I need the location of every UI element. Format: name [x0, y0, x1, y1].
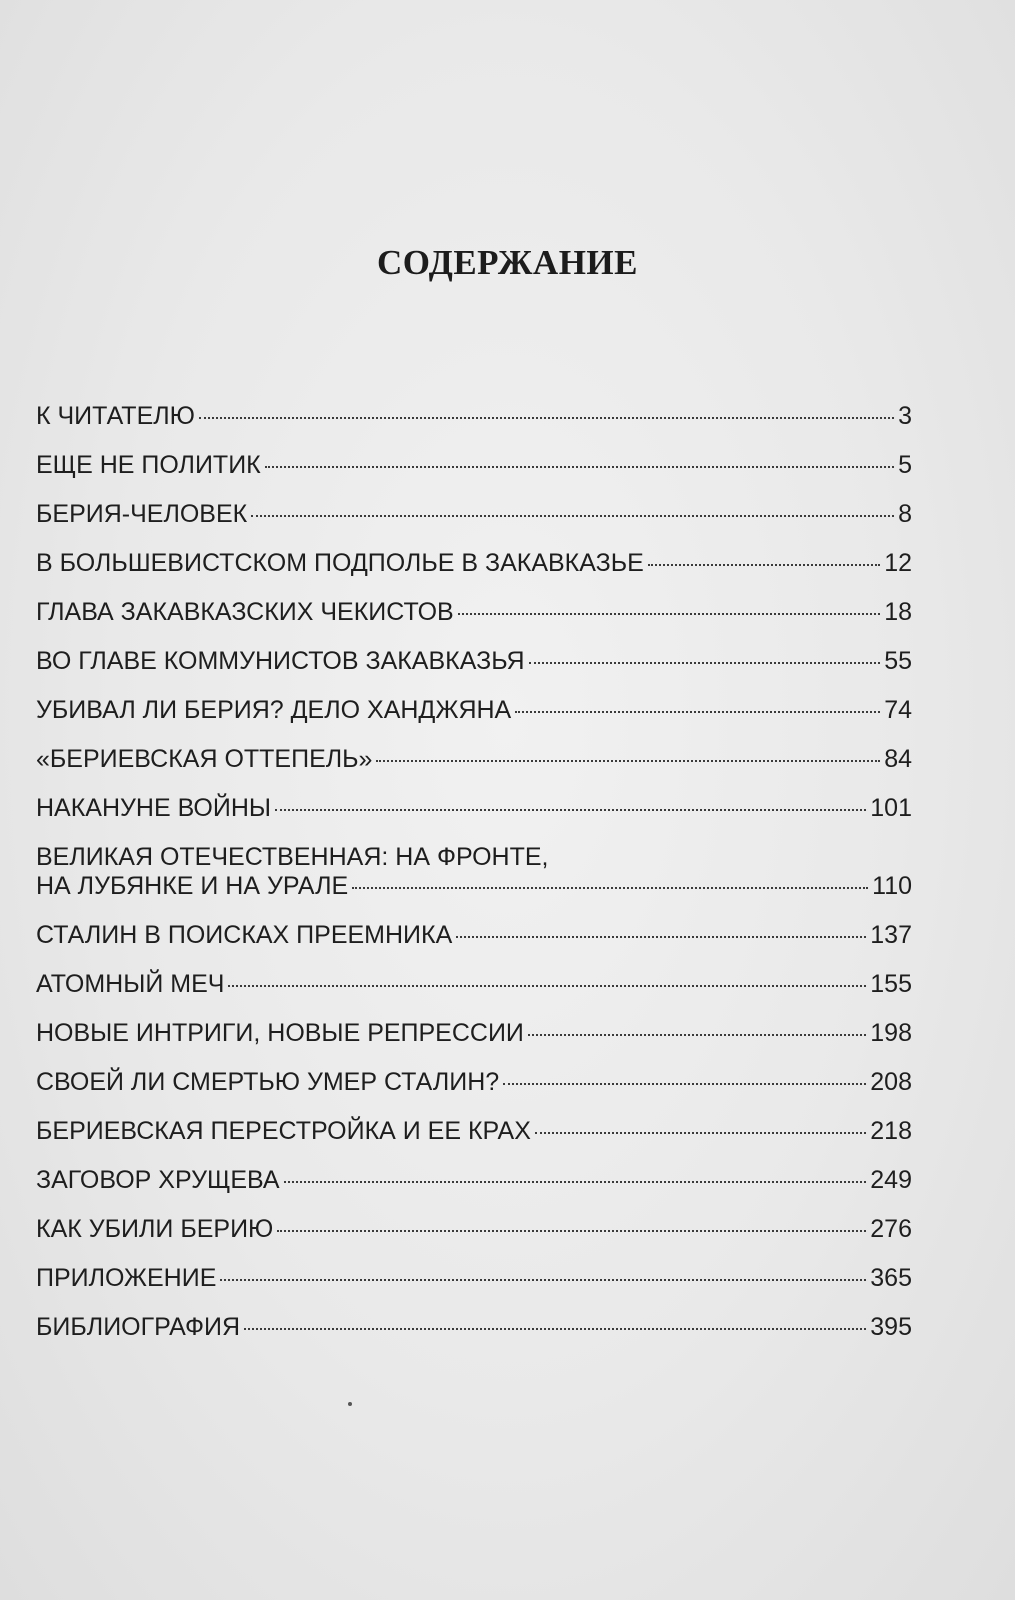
toc-entry-continuation: [36, 872, 912, 901]
dot-leader: [515, 711, 880, 713]
toc-entry: [36, 451, 912, 480]
toc-entry: [36, 402, 912, 431]
dot-leader: [244, 1328, 866, 1330]
toc-entry: [36, 794, 912, 823]
toc-entry-page: 137: [870, 921, 912, 949]
table-of-contents: [36, 402, 912, 1362]
toc-entry-label: КАК УБИЛИ БЕРИЮ: [36, 1215, 274, 1243]
toc-entry-page: 155: [870, 970, 912, 998]
toc-entry-label: ВО ГЛАВЕ КОММУНИСТОВ ЗАКАВКАЗЬЯ: [36, 647, 525, 675]
toc-entry-label: СТАЛИН В ПОИСКАХ ПРЕЕМНИКА: [36, 921, 453, 949]
dot-leader: [535, 1132, 866, 1134]
toc-entry: [36, 1068, 912, 1097]
dot-leader: [284, 1181, 867, 1183]
dot-leader: [228, 985, 866, 987]
toc-entry: [36, 696, 912, 725]
dot-leader: [265, 466, 894, 468]
dot-leader: [458, 613, 880, 615]
toc-entry-page: 8: [898, 500, 912, 528]
toc-entry-page: 3: [898, 402, 912, 430]
dot-leader: [528, 1034, 866, 1036]
toc-entry-label: БЕРИЯ-ЧЕЛОВЕК: [36, 500, 248, 528]
dot-leader: [277, 1230, 866, 1232]
toc-entry-label: ПРИЛОЖЕНИЕ: [36, 1264, 217, 1292]
toc-entry-page: 218: [870, 1117, 912, 1145]
toc-entry-page: 74: [884, 696, 912, 724]
toc-entry: [36, 1264, 912, 1293]
toc-entry-page: 12: [884, 549, 912, 577]
toc-entry-label: БИБЛИОГРАФИЯ: [36, 1313, 241, 1341]
print-speck: [348, 1402, 352, 1406]
toc-entry: [36, 598, 912, 627]
toc-entry-label: ЕЩЕ НЕ ПОЛИТИК: [36, 451, 261, 479]
dot-leader: [352, 887, 868, 889]
toc-entry: [36, 1117, 912, 1146]
toc-entry-label: ВЕЛИКАЯ ОТЕЧЕСТВЕННАЯ: НА ФРОНТЕ,: [36, 843, 549, 871]
toc-entry: [36, 745, 912, 774]
toc-entry-page: 55: [884, 647, 912, 675]
toc-entry-label: НАКАНУНЕ ВОЙНЫ: [36, 794, 272, 822]
toc-entry-page: 276: [870, 1215, 912, 1243]
dot-leader: [220, 1279, 866, 1281]
toc-entry-label: АТОМНЫЙ МЕЧ: [36, 970, 225, 998]
toc-entry: [36, 647, 912, 676]
toc-entry: [36, 500, 912, 529]
toc-entry-label: К ЧИТАТЕЛЮ: [36, 402, 195, 430]
toc-entry-page: 208: [870, 1068, 912, 1096]
dot-leader: [275, 809, 866, 811]
toc-entry-label-continued: НА ЛУБЯНКЕ И НА УРАЛЕ: [36, 872, 349, 900]
toc-entry-label: НОВЫЕ ИНТРИГИ, НОВЫЕ РЕПРЕССИИ: [36, 1019, 524, 1047]
toc-entry-page: 110: [872, 872, 912, 900]
toc-entry: [36, 1215, 912, 1244]
toc-entry-page: 18: [884, 598, 912, 626]
dot-leader: [376, 760, 880, 762]
toc-entry: [36, 970, 912, 999]
toc-entry-page: 395: [870, 1313, 912, 1341]
toc-entry-label: БЕРИЕВСКАЯ ПЕРЕСТРОЙКА И ЕЕ КРАХ: [36, 1117, 531, 1145]
toc-entry: [36, 1019, 912, 1048]
dot-leader: [529, 662, 881, 664]
toc-entry: [36, 1166, 912, 1195]
dot-leader: [648, 564, 880, 566]
toc-entry-label: УБИВАЛ ЛИ БЕРИЯ? ДЕЛО ХАНДЖЯНА: [36, 696, 512, 724]
toc-entry-label: ЗАГОВОР ХРУЩЕВА: [36, 1166, 280, 1194]
toc-entry-page: 198: [870, 1019, 912, 1047]
toc-entry-page: 5: [898, 451, 912, 479]
toc-entry: [36, 1313, 912, 1342]
dot-leader: [199, 417, 894, 419]
toc-entry-page: 365: [870, 1264, 912, 1292]
dot-leader: [503, 1083, 866, 1085]
dot-leader: [456, 936, 866, 938]
toc-entry-label: «БЕРИЕВСКАЯ ОТТЕПЕЛЬ»: [36, 745, 373, 773]
page-title: СОДЕРЖАНИЕ: [376, 243, 638, 282]
toc-entry-page: 249: [870, 1166, 912, 1194]
toc-entry: [36, 549, 912, 578]
toc-entry-label: СВОЕЙ ЛИ СМЕРТЬЮ УМЕР СТАЛИН?: [36, 1068, 500, 1096]
toc-entry: [36, 843, 912, 901]
toc-entry-page: 84: [884, 745, 912, 773]
toc-entry-label: В БОЛЬШЕВИСТСКОМ ПОДПОЛЬЕ В ЗАКАВКАЗЬЕ: [36, 549, 644, 577]
toc-entry: [36, 921, 912, 950]
toc-entry-label: ГЛАВА ЗАКАВКАЗСКИХ ЧЕКИСТОВ: [36, 598, 454, 626]
dot-leader: [251, 515, 894, 517]
toc-entry-page: 101: [870, 794, 912, 822]
